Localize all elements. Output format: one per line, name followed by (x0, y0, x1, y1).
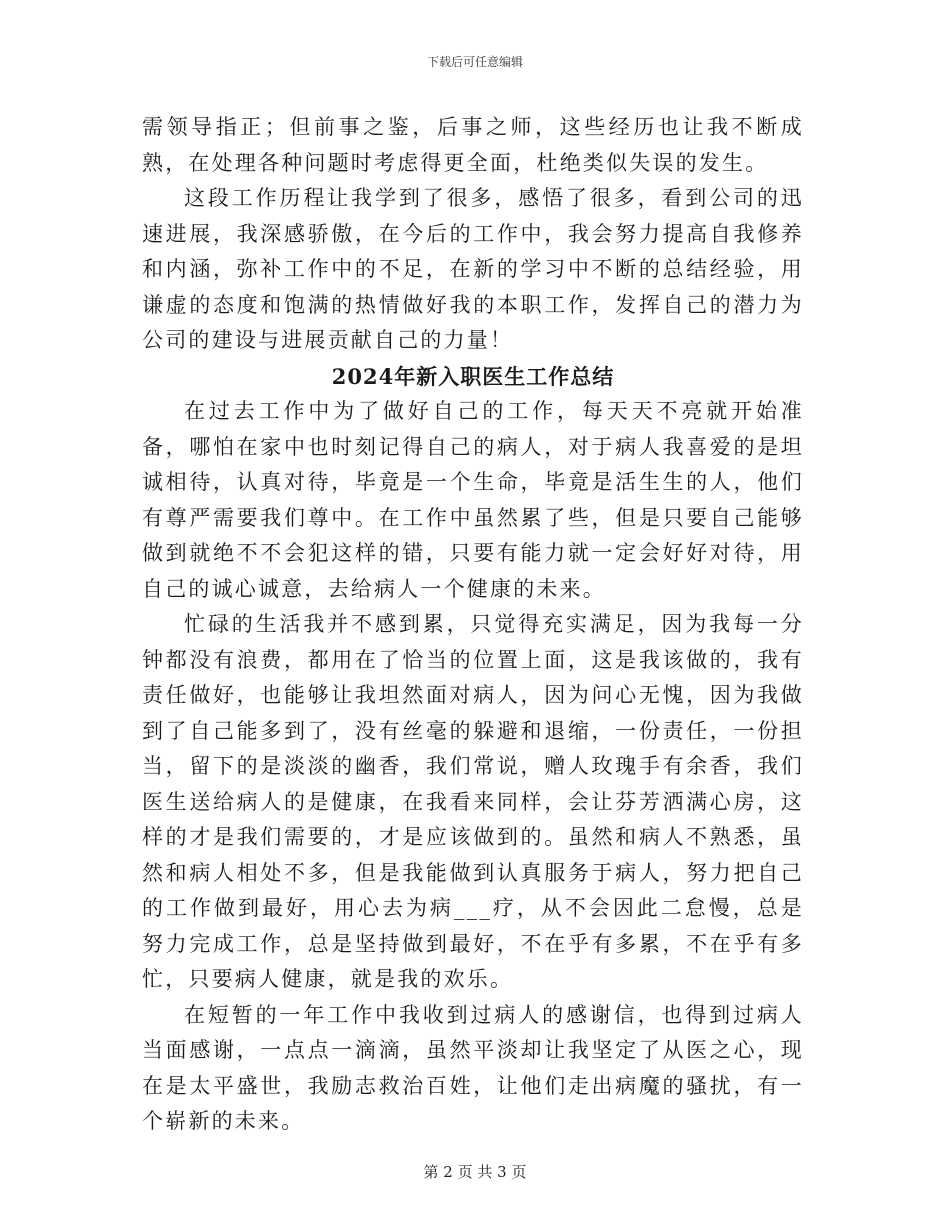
section-title: 2024年新入职医生工作总结 (331, 363, 615, 389)
page-footer: 第 2 页 共 3 页 (423, 1163, 527, 1181)
paragraph-continuation: 需领导指正；但前事之鉴，后事之师，这些经历也让我不断成熟，在处理各种问题时考虑得更全面，杜绝类似失误的发生。 (142, 115, 804, 175)
page-header: 下载后可任意编辑 (426, 55, 523, 69)
paragraph: 忙碌的生活我并不感到累，只觉得充实满足，因为我每一分钟都没有浪费，都用在了恰当的位置上面，这是我该做的，我有责任做好，也能够让我坦然面对病人，因为问心无愧，因为我做到了自己能多到了，没有丝毫的躲避和退缩，一份责任，一份担当，留下的是淡淡的幽香，我们常说，赠人玫瑰手有余香，我们医生送给病人的是健康，在我看来同样，会让芬芳洒满心房，这样的才是我们需要的，才是应该做到的。虽然和病人不熟悉，虽然和病人相处不多，但是我能做到认真服务于病人，努力把自己的工作做到最好，用心去为病___疗，从不会因此二怠慢，总是努力完成工作，总是坚持做到最好，不在乎有多累，不在乎有多忙，只要病人健康，就是我的欢乐。 (142, 612, 804, 991)
paragraph: 在短暂的一年工作中我收到过病人的感谢信，也得到过病人当面感谢，一点点一滴滴，虽然平淡却让我坚定了从医之心，现在是太平盛世，我励志救治百姓，让他们走出病魔的骚扰，有一个崭新的未来。 (142, 1002, 804, 1133)
paragraph: 这段工作历程让我学到了很多，感悟了很多，看到公司的迅速进展，我深感骄傲，在今后的工作中，我会努力提高自我修养和内涵，弥补工作中的不足，在新的学习中不断的总结经验，用谦虚的态度和饱满的热情做好我的本职工作，发挥自己的潜力为公司的建设与进展贡献自己的力量！ (142, 186, 804, 352)
paragraph: 在过去工作中为了做好自己的工作，每天天不亮就开始准备，哪怕在家中也时刻记得自己的病人，对于病人我喜爱的是坦诚相待，认真对待，毕竟是一个生命，毕竟是活生生的人，他们有尊严需要我们尊中。在工作中虽然累了些，但是只要自己能够做到就绝不不会犯这样的错，只要有能力就一定会好好对待，用自己的诚心诚意，去给病人一个健康的未来。 (142, 399, 804, 601)
document-body (142, 110, 804, 1140)
